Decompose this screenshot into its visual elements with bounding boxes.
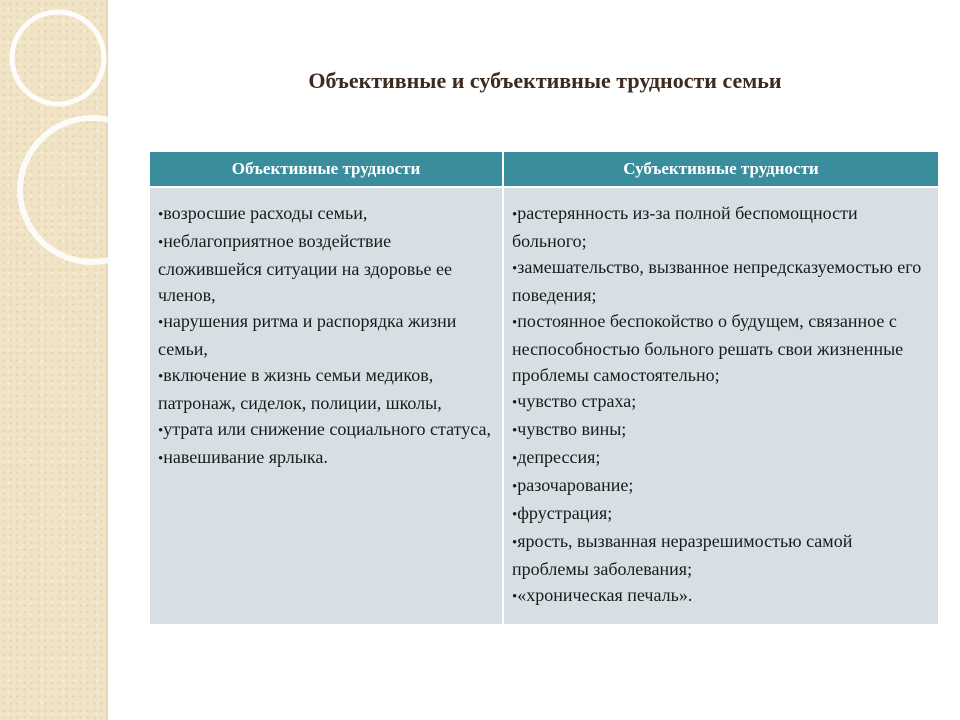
difficulties-table — [150, 152, 938, 624]
subjective-item-text: фрустрация; — [517, 503, 613, 523]
objective-item-text: возросшие расходы семьи, — [163, 203, 368, 223]
cell-subjective — [504, 188, 938, 624]
subjective-item — [512, 254, 930, 308]
lower-ring — [20, 118, 108, 262]
bullet-icon: • — [512, 261, 518, 277]
bullet-icon: • — [512, 207, 518, 223]
subjective-item-text: депрессия; — [517, 447, 601, 467]
bullet-icon: • — [158, 451, 164, 467]
header-subjective: Субъективные трудности — [504, 152, 938, 186]
subjective-item — [512, 308, 930, 388]
subjective-item — [512, 416, 930, 444]
bullet-icon: • — [512, 423, 518, 439]
objective-list — [158, 200, 494, 472]
objective-item — [158, 228, 494, 308]
bullet-icon: • — [158, 315, 164, 331]
subjective-item — [512, 472, 930, 500]
objective-item-text: неблагоприятное воздействие сложившейся ситуации на здоровье ее членов, — [158, 231, 452, 305]
header-objective: Объективные трудности — [150, 152, 502, 186]
subjective-item-text: растерянность из-за полной беспомощности больного; — [512, 203, 858, 251]
subjective-item-text: разочарование; — [517, 475, 634, 495]
upper-ring — [12, 12, 104, 104]
bullet-icon: • — [158, 235, 164, 251]
bullet-icon: • — [512, 589, 518, 605]
subjective-item-text: ярость, вызванная неразрешимостью самой проблемы заболевания; — [512, 531, 853, 579]
subjective-item-text: замешательство, вызванное непредсказуемостью его поведения; — [512, 257, 922, 305]
subjective-item — [512, 444, 930, 472]
objective-item — [158, 308, 494, 362]
subjective-item — [512, 582, 930, 610]
bullet-icon: • — [512, 535, 518, 551]
bullet-icon: • — [512, 395, 518, 411]
objective-item — [158, 200, 494, 228]
objective-item — [158, 362, 494, 416]
bullet-icon: • — [158, 369, 164, 385]
subjective-item — [512, 388, 930, 416]
subjective-item-text: постоянное беспокойство о будущем, связанное с неспособностью больного решать свои жизненные проблемы самостоятельно; — [512, 311, 904, 385]
cell-objective — [150, 188, 502, 624]
decorative-rings — [0, 0, 108, 300]
subjective-item-text: чувство вины; — [517, 419, 627, 439]
subjective-item-text: «хроническая печаль». — [517, 585, 693, 605]
objective-item — [158, 444, 494, 472]
slide-title: Объективные и субъективные трудности семьи — [308, 68, 782, 93]
bullet-icon: • — [158, 207, 164, 223]
bullet-icon: • — [512, 315, 518, 331]
objective-item-text: утрата или снижение социального статуса, — [163, 419, 491, 439]
bullet-icon: • — [512, 479, 518, 495]
subjective-item — [512, 528, 930, 582]
subjective-list — [512, 200, 930, 610]
objective-item — [158, 416, 494, 444]
bullet-icon: • — [512, 507, 518, 523]
objective-item-text: включение в жизнь семьи медиков, патронаж, сиделок, полиции, школы, — [158, 365, 442, 413]
objective-item-text: нарушения ритма и распорядка жизни семьи, — [158, 311, 457, 359]
subjective-item — [512, 500, 930, 528]
subjective-item — [512, 200, 930, 254]
objective-item-text: навешивание ярлыка. — [163, 447, 328, 467]
subjective-item-text: чувство страха; — [517, 391, 637, 411]
bullet-icon: • — [158, 423, 164, 439]
bullet-icon: • — [512, 451, 518, 467]
